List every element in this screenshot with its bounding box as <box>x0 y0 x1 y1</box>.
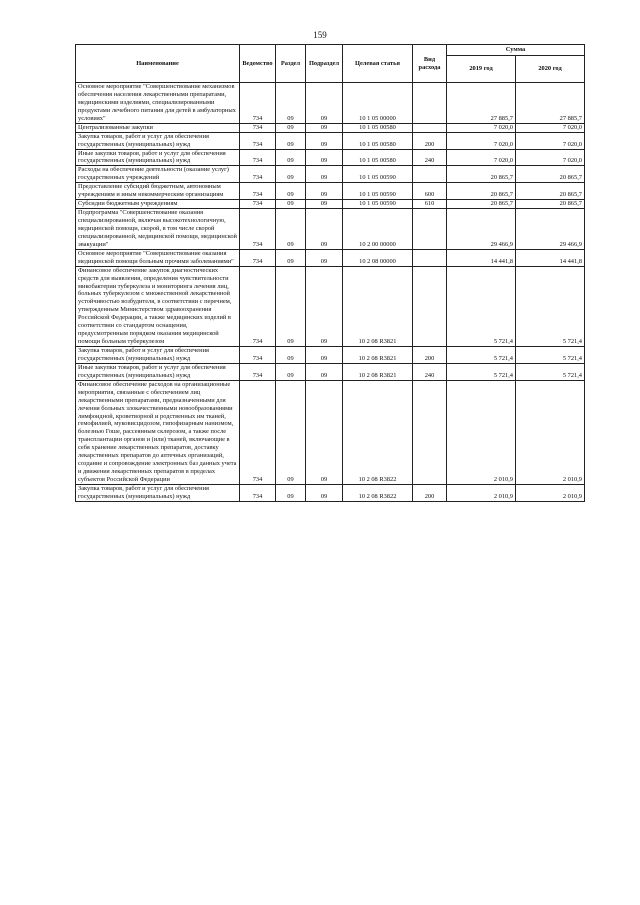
cell-razd: 09 <box>276 123 306 132</box>
cell-vid: 610 <box>413 200 447 209</box>
header-name: Наименование <box>76 45 240 83</box>
cell-razd: 09 <box>276 380 306 484</box>
cell-ved: 734 <box>240 266 276 346</box>
table-row <box>76 266 585 346</box>
cell-y1: 7 020,0 <box>447 123 516 132</box>
cell-y2: 2 010,9 <box>516 484 585 501</box>
table-row <box>76 132 585 149</box>
cell-ved: 734 <box>240 166 276 183</box>
cell-razd: 09 <box>276 209 306 250</box>
cell-cel: 10 1 05 00000 <box>343 83 413 124</box>
cell-name: Закупка товаров, работ и услуг для обеспечения государственных (муниципальных) нужд <box>76 132 240 149</box>
cell-cel: 10 1 05 00590 <box>343 200 413 209</box>
cell-podr: 09 <box>306 266 343 346</box>
cell-y1: 2 010,9 <box>447 380 516 484</box>
cell-ved: 734 <box>240 249 276 266</box>
header-podr: Подраздел <box>306 45 343 83</box>
cell-y2: 5 721,4 <box>516 363 585 380</box>
cell-vid: 240 <box>413 363 447 380</box>
cell-ved: 734 <box>240 347 276 364</box>
cell-podr: 09 <box>306 200 343 209</box>
cell-razd: 09 <box>276 249 306 266</box>
cell-name: Субсидии бюджетным учреждениям <box>76 200 240 209</box>
table-row <box>76 363 585 380</box>
cell-cel: 10 1 05 00590 <box>343 166 413 183</box>
cell-cel: 10 2 08 R3822 <box>343 380 413 484</box>
cell-cel: 10 2 00 00000 <box>343 209 413 250</box>
cell-y2: 7 020,0 <box>516 132 585 149</box>
header-y2: 2020 год <box>516 56 585 83</box>
table-body <box>76 83 585 502</box>
cell-y1: 7 020,0 <box>447 149 516 166</box>
cell-ved: 734 <box>240 83 276 124</box>
cell-y2: 20 865,7 <box>516 166 585 183</box>
cell-podr: 09 <box>306 363 343 380</box>
cell-y2: 20 865,7 <box>516 183 585 200</box>
cell-vid <box>413 166 447 183</box>
table-row <box>76 123 585 132</box>
cell-ved: 734 <box>240 149 276 166</box>
cell-cel: 10 1 05 00580 <box>343 149 413 166</box>
cell-name: Расходы на обеспечение деятельности (оказание услуг) государственных учреждений <box>76 166 240 183</box>
table-row <box>76 249 585 266</box>
table-row <box>76 380 585 484</box>
cell-y1: 20 865,7 <box>447 166 516 183</box>
cell-vid <box>413 249 447 266</box>
cell-y2: 29 466,9 <box>516 209 585 250</box>
cell-y2: 7 020,0 <box>516 149 585 166</box>
cell-vid: 200 <box>413 484 447 501</box>
cell-podr: 09 <box>306 249 343 266</box>
cell-razd: 09 <box>276 363 306 380</box>
cell-podr: 09 <box>306 83 343 124</box>
cell-name: Централизованные закупки <box>76 123 240 132</box>
cell-name: Основное мероприятие "Совершенствование механизмов обеспечения населения лекарственными препаратами, медицинскими изделиями, специализированными продуктами лечебного питания для детей в амбулаторных условиях" <box>76 83 240 124</box>
cell-y1: 20 865,7 <box>447 183 516 200</box>
cell-podr: 09 <box>306 166 343 183</box>
cell-podr: 09 <box>306 123 343 132</box>
cell-y1: 2 010,9 <box>447 484 516 501</box>
cell-name: Основное мероприятие "Совершенствование оказания медицинской помощи больным прочими заболеваниями" <box>76 249 240 266</box>
cell-cel: 10 2 08 R3822 <box>343 484 413 501</box>
cell-vid <box>413 209 447 250</box>
table-row <box>76 166 585 183</box>
cell-vid <box>413 380 447 484</box>
cell-y1: 27 885,7 <box>447 83 516 124</box>
cell-name: Финансовое обеспечение закупок диагностических средств для выявления, определения чувствительности микобактерии туберкулеза и мониторинга лечения лиц, больных туберкулезом с множественной лекарственной устойчивостью возбудителя, в соответствии с перечнем, утвержденным Министерством здравоохранения Российской Федерации, а также медицинских изделий в соответствии со стандартом оснащения, предусмотренным порядком оказания медицинской помощи больным туберкулезом <box>76 266 240 346</box>
cell-vid: 600 <box>413 183 447 200</box>
cell-razd: 09 <box>276 83 306 124</box>
cell-ved: 734 <box>240 484 276 501</box>
cell-ved: 734 <box>240 183 276 200</box>
cell-y1: 29 466,9 <box>447 209 516 250</box>
cell-y2: 14 441,8 <box>516 249 585 266</box>
table-row <box>76 83 585 124</box>
header-summa: Сумма <box>447 45 585 56</box>
cell-name: Закупка товаров, работ и услуг для обеспечения государственных (муниципальных) нужд <box>76 484 240 501</box>
header-ved: Ведомство <box>240 45 276 83</box>
cell-podr: 09 <box>306 209 343 250</box>
cell-razd: 09 <box>276 266 306 346</box>
cell-razd: 09 <box>276 484 306 501</box>
table-row <box>76 149 585 166</box>
cell-y1: 5 721,4 <box>447 347 516 364</box>
cell-y1: 20 865,7 <box>447 200 516 209</box>
cell-y1: 7 020,0 <box>447 132 516 149</box>
cell-cel: 10 2 08 00000 <box>343 249 413 266</box>
cell-vid <box>413 83 447 124</box>
cell-name: Предоставление субсидий бюджетным, автономным учреждениям и иным некоммерческим организациям <box>76 183 240 200</box>
cell-cel: 10 2 08 R3821 <box>343 363 413 380</box>
cell-name: Финансовое обеспечение расходов на организационные мероприятия, связанные с обеспечением лиц лекарственными препаратами, предназначенными для лечения больных злокачественными новообразованиями лимфоидной, кроветворной и родственных им тканей, гемофилией, муковисцидозом, гипофизарным нанизмом, болезнью Гоше, рассеянным склерозом, а также после трансплантации органов и (или) тканей, включающие в себя хранение лекарственных препаратов, доставку лекарственных препаратов до аптечных организаций, создание и сопровождение электронных баз данных учета и движения лекарственных препаратов в пределах субъектов Российской Федерации <box>76 380 240 484</box>
cell-y2: 5 721,4 <box>516 347 585 364</box>
cell-y1: 14 441,8 <box>447 249 516 266</box>
cell-y2: 2 010,9 <box>516 380 585 484</box>
cell-y2: 20 865,7 <box>516 200 585 209</box>
cell-razd: 09 <box>276 200 306 209</box>
table-row <box>76 200 585 209</box>
cell-vid: 200 <box>413 132 447 149</box>
cell-y1: 5 721,4 <box>447 266 516 346</box>
cell-razd: 09 <box>276 183 306 200</box>
cell-cel: 10 1 05 00580 <box>343 132 413 149</box>
cell-vid: 240 <box>413 149 447 166</box>
cell-podr: 09 <box>306 132 343 149</box>
cell-name: Закупка товаров, работ и услуг для обеспечения государственных (муниципальных) нужд <box>76 347 240 364</box>
cell-y1: 5 721,4 <box>447 363 516 380</box>
cell-razd: 09 <box>276 149 306 166</box>
cell-vid <box>413 266 447 346</box>
cell-podr: 09 <box>306 183 343 200</box>
header-cel: Целевая статья <box>343 45 413 83</box>
cell-razd: 09 <box>276 347 306 364</box>
header-y1: 2019 год <box>447 56 516 83</box>
cell-ved: 734 <box>240 123 276 132</box>
table-row <box>76 183 585 200</box>
cell-ved: 734 <box>240 200 276 209</box>
cell-cel: 10 2 08 R3821 <box>343 347 413 364</box>
table-row <box>76 347 585 364</box>
cell-name: Иные закупки товаров, работ и услуг для обеспечения государственных (муниципальных) нужд <box>76 149 240 166</box>
cell-podr: 09 <box>306 149 343 166</box>
cell-name: Подпрограмма "Совершенствование оказания специализированной, включая высокотехнологичную, медицинской помощи, скорой, в том числе скорой специализированной, медицинской помощи, медицинской эвакуации" <box>76 209 240 250</box>
header-vid: Вид расхода <box>413 45 447 83</box>
cell-podr: 09 <box>306 380 343 484</box>
cell-vid: 200 <box>413 347 447 364</box>
cell-vid <box>413 123 447 132</box>
cell-ved: 734 <box>240 363 276 380</box>
cell-podr: 09 <box>306 347 343 364</box>
cell-y2: 5 721,4 <box>516 266 585 346</box>
cell-y2: 27 885,7 <box>516 83 585 124</box>
cell-podr: 09 <box>306 484 343 501</box>
cell-ved: 734 <box>240 132 276 149</box>
cell-razd: 09 <box>276 166 306 183</box>
cell-cel: 10 1 05 00580 <box>343 123 413 132</box>
cell-cel: 10 2 08 R3821 <box>343 266 413 346</box>
page-number: 159 <box>313 30 327 40</box>
cell-ved: 734 <box>240 380 276 484</box>
header-razd: Раздел <box>276 45 306 83</box>
cell-razd: 09 <box>276 132 306 149</box>
table-row <box>76 484 585 501</box>
table-row <box>76 209 585 250</box>
budget-table <box>75 44 585 502</box>
cell-y2: 7 020,0 <box>516 123 585 132</box>
cell-ved: 734 <box>240 209 276 250</box>
cell-name: Иные закупки товаров, работ и услуг для обеспечения государственных (муниципальных) нужд <box>76 363 240 380</box>
cell-cel: 10 1 05 00590 <box>343 183 413 200</box>
